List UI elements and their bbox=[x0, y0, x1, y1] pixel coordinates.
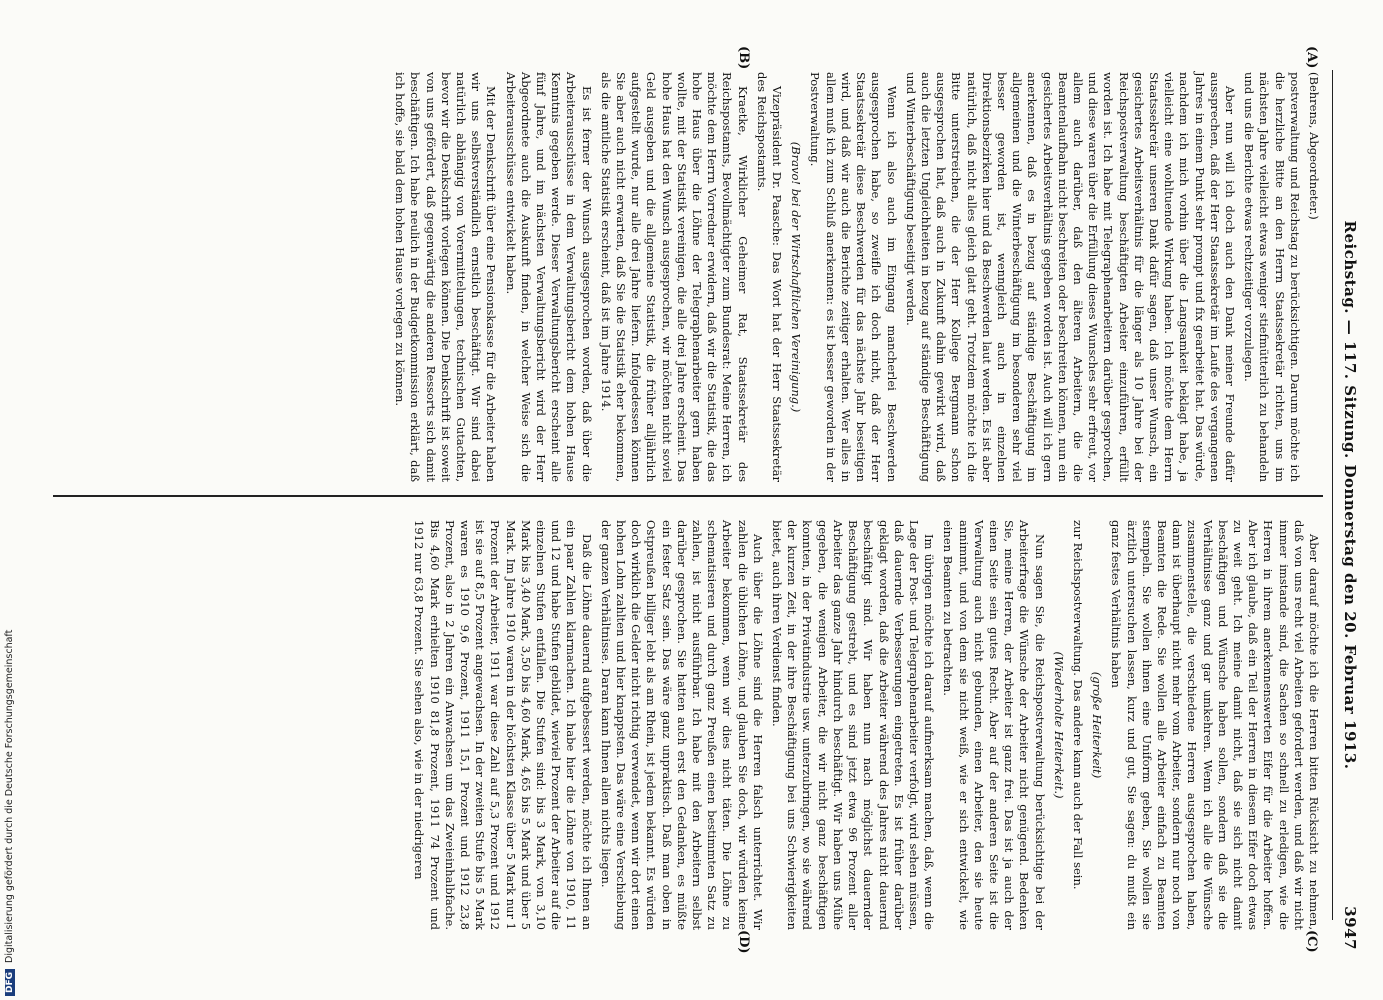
left-column bbox=[388, 72, 1321, 482]
column-separator bbox=[53, 495, 1323, 497]
paragraph: zur Reichspostverwaltung. Das andere kann auch der Fall sein. bbox=[1070, 520, 1085, 890]
stage-direction: (große Heiterkeit) bbox=[1090, 671, 1105, 779]
paragraph: Vizepräsident Dr. Paasche: Das Wort hat der Herr Staatssekretär des Reichspostamts. bbox=[754, 72, 785, 482]
paragraph: Im übrigen möchte ich darauf aufmerksam machen, daß, wenn die Lage der Post- und Telegraphenarbeiter verfolgt, wird sehen müssen, daß dauernde Verbesserungen eingetreten. Es ist früher darüber geklagt worden, daß die Arbeiter während des Jahres nicht dauernd beschäftigt sind. Wir haben nun nach möglichst dauernder Beschäftigung gestrebt, und es sind jetzt etwa 96 Prozent aller Arbeiter das ganze Jahr hindurch beschäftigt. Wir haben uns Mühe gegeben, die wenigen Arbeiter, die wir nicht ganz beschäftigen konnten, in der Privatindustrie usw. unterzubringen, wo sie während der kurzen Zeit, in der ihre Beschäftigung bei uns Schwierigkeiten bietet, auch ihren Verdienst finden. bbox=[770, 520, 937, 930]
speaker-continuation: (Behrens, Abgeordneter.) bbox=[1307, 72, 1321, 220]
margin-marker-d: (D) bbox=[736, 930, 751, 954]
page-number: 3947 bbox=[1341, 906, 1359, 950]
paragraph: Nun sagen Sie, die Reichspostverwaltung berücksichtige bei der Arbeiterfrage die Wünsche der Arbeiter nicht genügend. Bedenken Sie, meine Herren, der Arbeiter ist ganz frei. Das ist ja auch der einen Seite sein gutes Recht. Aber auf der anderen Seite ist die Verwaltung auch nicht gebunden, einen Arbeiter, den sie heute annimmt, und von dem sie nicht weiß, wie er sich entwickelt, wie einen Beamten zu betrachten. bbox=[941, 520, 1047, 930]
margin-marker-a: (A) bbox=[1304, 46, 1319, 69]
margin-marker-b: (B) bbox=[736, 46, 751, 70]
stage-direction: (Wiederholte Heiterkeit.) bbox=[1051, 651, 1066, 799]
paragraph: Aber darauf möchte ich die Herren bitten Rücksicht zu nehmen, daß von uns recht viel Arbeiten gefordert werden, und daß wir nicht immer imstande sind, die Sachen so schnell zu erledigen, wie die Herren in ihrem anerkennenswerten Eifer für die Arbeiter hoffen. Aber ich glaube, daß ein Teil der Herren in diesem Eifer doch etwas zu weit geht. Ich meine damit nicht, daß sie sich nicht damit beschäftigen und Wünsche haben sollen, sondern daß sie die Verhältnisse ganz und gar umkehren. Wenn ich alle die Wünsche zusammenstelle, die verschiedene Herren ausgesprochen haben, dann ist überhaupt nicht mehr vom Arbeiter, sondern nur noch von Beamten die Rede. Sie wollen alle Arbeiter einfach zu Beamten stempeln. Sie wollen ihnen eine Uniform geben, Sie wollen sie ärztlich untersuchen lassen, kurz und gut, Sie sagen: du mußt ein ganz festes Verhältnis haben bbox=[1109, 520, 1321, 930]
right-column bbox=[407, 520, 1321, 930]
margin-marker-c: (C) bbox=[1304, 930, 1319, 953]
paragraph: postverwaltung und Reichstag zu berücksichtigen. Darum möchte ich die herzliche Bitte an den Herrn Staatssekretär richten, uns im nächsten Jahre vielleicht etwas weniger stiefmütterlich zu behandeln und uns die Berichte etwas rechtzeitiger vorzulegen. bbox=[1242, 72, 1302, 482]
digitization-credit: Digitalisierung gefördert durch die Deutsche Forschungsgemeinschaft bbox=[4, 629, 15, 963]
digitization-footer bbox=[4, 0, 18, 996]
paragraph: Es ist ferner der Wunsch ausgesprochen worden, daß über die Arbeiterausschüsse in dem Verwaltungsbericht dem hohen Hause Kenntnis gegeben werde. Dieser Verwaltungsbericht erscheint alle fünf Jahre, und im nächsten Verwaltungsbericht wird der Herr Abgeordnete auch die Auskunft finden, in welcher Weise sich die Arbeiterausschüsse entwickelt haben. bbox=[503, 72, 594, 482]
page-header bbox=[1337, 70, 1365, 950]
paragraph: Aber nun will ich doch auch den Dank meiner Freunde dafür aussprechen, daß der Herr Staatssekretär im Laufe des vergangenen Jahres in einem Punkt sehr prompt und fix gearbeitet hat. Das würde, nachdem ich mich vorhin über die Langsamkeit beklagt habe, ja vielleicht eine wohltuende Wirkung haben. Ich möchte dem Herrn Staatssekretär unseren Dank dafür sagen, daß unser Wunsch, ein gesichertes Arbeitsverhältnis für die länger als 10 Jahre bei der Reichspostverwaltung beschäftigten Arbeiter einzuführen, erfüllt worden ist. Ich habe mit Telegraphenarbeitern darüber gesprochen, und diese waren über die Erfüllung dieses Wunsches sehr erfreut, vor allem auch darüber, daß den älteren Arbeitern, die die Beamtenlaufbahn nicht beschreiten oder beschreiten können, nun ein gesichertes Arbeitsverhältnis gegeben worden ist. Auch will ich gern anerkennen, daß es in bezug auf ständige Beschäftigung im allgemeinen und die Winterbeschäftigung im besonderen sehr viel besser geworden ist, wenngleich auch in einzelnen Direktionsbezirken hier und da Beschwerden laut werden. Es ist aber natürlich, daß nicht alles gleich glatt geht. Trotzdem möchte ich die Bitte unterstreichen, die der Herr Kollege Bergmann schon ausgesprochen hat, daß auch in Zukunft dahin gewirkt wird, daß auch die letzten Ungleichheiten in bezug auf ständige Beschäftigung und Winterbeschäftigung beseitigt werden. bbox=[903, 72, 1237, 482]
dfg-logo: DFG bbox=[5, 969, 15, 996]
paragraph: Wenn ich also auch im Eingang mancherlei Beschwerden ausgesprochen habe, so zweifle ich doch nicht, daß der Herr Staatssekretär diese Beschwerden für das nächste Jahr beseitigen wird, und daß wir auch die Berichte zeitiger erhalten. Wer alles in allem muß ich zum Schluß anerkennen: es ist besser geworden in der Postverwaltung. bbox=[808, 72, 899, 482]
paragraph: Kraetke, Wirklicher Geheimer Rat, Staatssekretär des Reichspostamts, Bevollmächtigter zum Bundesrat: Meine Herren, ich möchte dem Herrn Vorredner erwidern, daß wir die Statistik, die das hohe Haus über die Löhne der Telegraphenarbeiter gern haben wollte, mit der Statistik vereinigen, die alle drei Jahre erscheint. Das hohe Haus hat den Wunsch ausgesprochen, wir möchten nicht soviel Geld ausgeben und die allgemeine Statistik, die früher alljährlich aufgestellt wurde, nur alle drei Jahre liefern. Infolgedessen können Sie aber auch nicht erwarten, daß Sie die Statistik eher bekommen, als die amtliche Statistik erscheint, daß ist im Jahre 1914. bbox=[598, 72, 750, 482]
header-rule bbox=[1332, 70, 1333, 920]
stage-direction: (Bravo! bei der Wirtschaftlichen Vereinigung.) bbox=[789, 141, 804, 413]
paragraph: Auch über die Löhne sind die Herren falsch unterrichtet. Wir zahlen die üblichen Löhne, und glauben Sie doch, wir würden keine Arbeiter bekommen, wenn wir dies nicht täten. Die Löhne zu schematisieren und durch ganz Preußen einen bestimmten Satz zu zahlen, ist nicht ausführbar. Ich habe mit den Arbeitern selbst darüber gesprochen. Sie hatten auch erst den Gedanken, es müßte ein fester Satz sein. Das wäre ganz unpraktisch. Daß man oben in Ostpreußen billiger lebt als am Rhein, ist jedem bekannt. Es würden doch wirklich die Gelder nicht richtig verwendet, wenn wir dort einen hohen Lohn zahlten und hier knappsten. Das wäre eine Verschiebung der ganzen Verhältnisse. Daran kann Ihnen allen nichts liegen. bbox=[598, 520, 765, 930]
paragraph: Mit der Denkschrift über eine Pensionskasse für die Arbeiter haben wir uns selbstverständlich ernstlich beschäftigt. Wir sind dabei natürlich abhängig von Vorermittelungen, technischen Gutachten, bevor wir die Denkschrift vorlegen können. Die Denkschrift ist soweit von uns gefördert, daß gegenwärtig die anderen Ressorts sich damit beschäftigen. Ich habe neulich in der Budgetkommission erklärt, daß ich hoffe, sie bald dem hohen Hause vorlegen zu können. bbox=[393, 72, 499, 482]
paragraph: Daß die Löhne dauernd aufgebessert werden, möchte ich Ihnen an ein paar Zahlen klarmachen. Ich habe hier die Löhne von 1910, 11 und 12 und habe Stufen gebildet, wieviel Prozent der Arbeiter auf die einzelnen Stufen entfallen. Die Stufen sind: bis 3 Mark, von 3,10 Mark bis 3,40 Mark, 3,50 bis 4,60 Mark, 4,65 bis 5 Mark und über 5 Mark. Im Jahre 1910 waren in der höchsten Klasse über 5 Mark nur 1 Prozent der Arbeiter, 1911 war diese Zahl auf 5,3 Prozent und 1912 ist sie auf 8,5 Prozent angewachsen. In der zweiten Stufe bis 5 Mark waren es 1910 9,6 Prozent, 1911 15,1 Prozent und 1912 23,8 Prozent, also in 2 Jahren ein Anwachsen um das Zweieinhalbfache. Bis 4,60 Mark erhielten 1910 81,8 Prozent, 1911 74 Prozent und 1912 nur 63,8 Prozent. Sie sehen also, wie in der niedrigeren bbox=[412, 520, 594, 930]
page-header-title: Reichstag. — 117. Sitzung. Donnerstag den 20. Februar 1913. bbox=[1341, 220, 1359, 770]
